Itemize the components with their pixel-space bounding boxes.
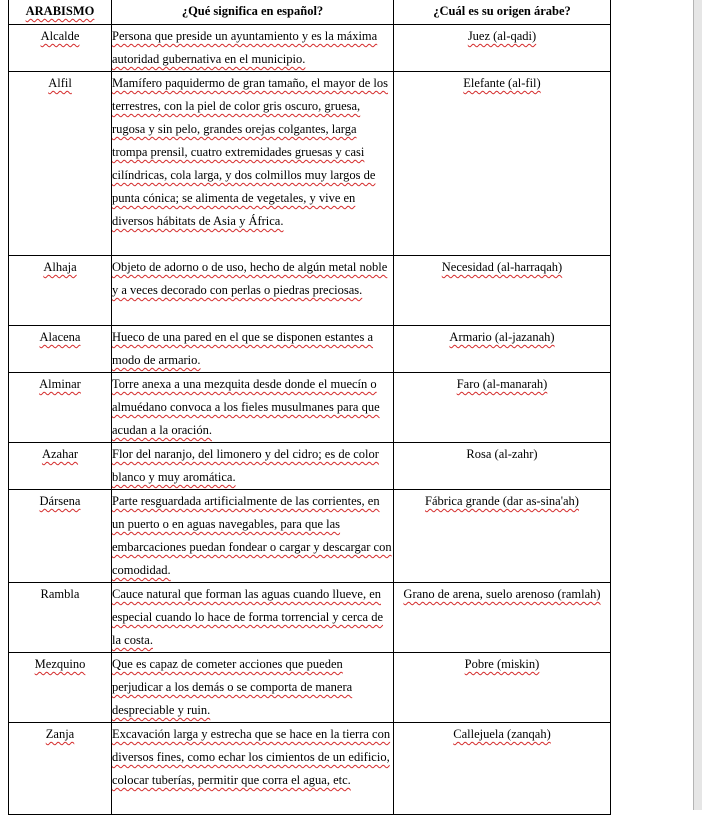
table-header-row xyxy=(9,0,611,25)
term-cell: Mezquino xyxy=(9,653,112,723)
origin-cell: Callejuela (zanqah) xyxy=(394,723,611,815)
origin-cell: Rosa (al-zahr) xyxy=(394,443,611,490)
origin-cell: Grano de arena, suelo arenoso (ramlah) xyxy=(394,583,611,653)
meaning-cell: Cauce natural que forman las aguas cuando llueve, en especial cuando lo hace de forma torrencial y cerca de la costa. xyxy=(112,583,394,653)
term-cell: Alhaja xyxy=(9,256,112,326)
origin-cell: Pobre (miskin) xyxy=(394,653,611,723)
table-row xyxy=(9,723,611,815)
origin-cell: Elefante (al-fil) xyxy=(394,72,611,256)
term-cell: Rambla xyxy=(9,583,112,653)
table-row xyxy=(9,256,611,326)
term-cell: Alacena xyxy=(9,326,112,373)
meaning-cell: Flor del naranjo, del limonero y del cidro; es de color blanco y muy aromática. xyxy=(112,443,394,490)
term-cell: Alminar xyxy=(9,373,112,443)
term-cell: Alcalde xyxy=(9,25,112,72)
origin-cell: Faro (al-manarah) xyxy=(394,373,611,443)
table-row xyxy=(9,373,611,443)
origin-cell: Necesidad (al-harraqah) xyxy=(394,256,611,326)
table-row xyxy=(9,25,611,72)
header-origin: ¿Cuál es su origen árabe? xyxy=(394,0,611,25)
table-row xyxy=(9,653,611,723)
table-row xyxy=(9,443,611,490)
header-arabismo: ARABISMO xyxy=(9,0,112,25)
window-scrollbar-track[interactable] xyxy=(694,0,702,810)
table-row xyxy=(9,583,611,653)
term-cell: Azahar xyxy=(9,443,112,490)
meaning-cell: Persona que preside un ayuntamiento y es la máxima autoridad gubernativa en el municipio. xyxy=(112,25,394,72)
term-cell: Dársena xyxy=(9,490,112,583)
term-cell: Alfil xyxy=(9,72,112,256)
table-row xyxy=(9,72,611,256)
origin-cell: Juez (al-qadi) xyxy=(394,25,611,72)
meaning-cell: Objeto de adorno o de uso, hecho de algún metal noble y a veces decorado con perlas o piedras preciosas. xyxy=(112,256,394,326)
table-row xyxy=(9,326,611,373)
term-cell: Zanja xyxy=(9,723,112,815)
meaning-cell: Que es capaz de cometer acciones que pueden perjudicar a los demás o se comporta de manera despreciable y ruin. xyxy=(112,653,394,723)
arabisms-table xyxy=(8,0,611,815)
table-row xyxy=(9,490,611,583)
header-meaning: ¿Qué significa en español? xyxy=(112,0,394,25)
meaning-cell: Mamífero paquidermo de gran tamaño, el mayor de los terrestres, con la piel de color gris oscuro, gruesa, rugosa y sin pelo, grandes orejas colgantes, larga trompa prensil, cuatro extremidades gruesas y casi cilíndricas, cola larga, y dos colmillos muy largos de punta cónica; se alimenta de vegetales, y vive en diversos hábitats de Asia y África. xyxy=(112,72,394,256)
meaning-cell: Torre anexa a una mezquita desde donde el muecín o almuédano convoca a los fieles musulmanes para que acudan a la oración. xyxy=(112,373,394,443)
meaning-cell: Hueco de una pared en el que se disponen estantes a modo de armario. xyxy=(112,326,394,373)
meaning-cell: Excavación larga y estrecha que se hace en la tierra con diversos fines, como echar los cimientos de un edificio, colocar tuberías, permitir que corra el agua, etc. xyxy=(112,723,394,815)
origin-cell: Fábrica grande (dar as-sina'ah) xyxy=(394,490,611,583)
meaning-cell: Parte resguardada artificialmente de las corrientes, en un puerto o en aguas navegables, para que las embarcaciones puedan fondear o cargar y descargar con comodidad. xyxy=(112,490,394,583)
origin-cell: Armario (al-jazanah) xyxy=(394,326,611,373)
